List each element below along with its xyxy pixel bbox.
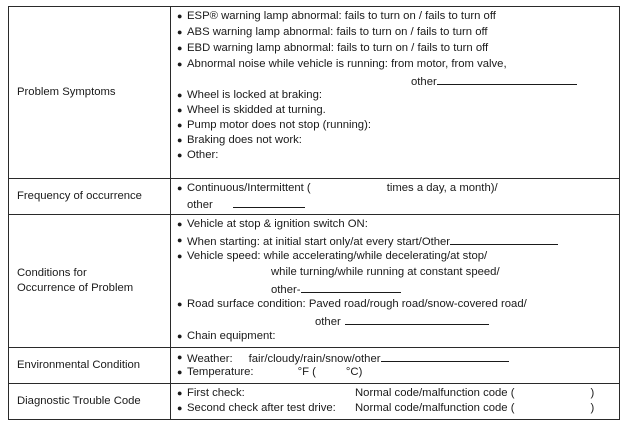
bullet-icon: ● [177,150,183,160]
dtc-row [9,384,620,420]
frequency-label: Frequency of occurrence [9,179,171,215]
list-item: ● When starting: at initial start only/at every start/Other [177,233,615,249]
frequency-line: ● Continuous/Intermittent ( times a day, a month)/ [177,182,498,194]
bullet-icon: ● [177,367,183,377]
list-item: ● EBD warning lamp abnormal: fails to turn on / fails to turn off [177,42,489,54]
frequency-other-blank[interactable] [233,196,305,208]
bullet-icon: ● [177,331,183,341]
bullet-icon: ● [177,135,183,145]
list-item-continuation: other [177,313,615,329]
list-item: ● ABS warning lamp abnormal: fails to turn on / fails to turn off [177,26,488,38]
environment-row [9,348,620,384]
temperature-line: ● Temperature: °F ( °C) [177,366,363,378]
problem-symptoms-row [9,7,620,179]
list-item: ● Road surface condition: Paved road/rough road/snow-covered road/ [177,298,527,310]
bullet-icon: ● [177,105,183,115]
list-item: ● Pump motor does not stop (running): [177,119,371,131]
list-item: ● Braking does not work: [177,134,302,146]
list-item: ● ESP® warning lamp abnormal: fails to turn on / fails to turn off [177,10,496,22]
bullet-icon: ● [177,352,183,362]
speed-other-blank[interactable] [301,281,401,293]
bullet-icon: ● [177,219,183,229]
bullet-icon: ● [177,43,183,53]
conditions-label: Conditions for Occurrence of Problem [9,215,171,348]
bullet-icon: ● [177,388,183,398]
bullet-icon: ● [177,183,183,193]
bullet-icon: ● [177,235,183,245]
list-item-continuation: while turning/while running at constant speed/ [271,266,500,278]
second-check-line: ● Second check after test drive: Normal code/malfunction code ( ) [177,402,595,414]
bullet-icon: ● [177,90,183,100]
first-check-line: ● First check: Normal code/malfunction code ( ) [177,387,595,399]
frequency-body [171,179,620,215]
road-other-blank[interactable] [345,313,489,325]
list-item-continuation: other- [177,281,615,297]
problem-symptoms-list [171,7,620,179]
weather-line: ● Weather: fair/cloudy/rain/snow/other [177,350,615,365]
questionnaire-table [8,6,620,420]
weather-other-blank[interactable] [381,350,509,362]
bullet-icon: ● [177,59,183,69]
bullet-icon: ● [177,251,183,261]
dtc-label: Diagnostic Trouble Code [9,384,171,420]
bullet-icon: ● [177,27,183,37]
bullet-icon: ● [177,403,183,413]
environment-label: Environmental Condition [9,348,171,384]
list-item: ● Vehicle at stop & ignition switch ON: [177,218,368,230]
list-item: ● Wheel is locked at braking: [177,89,323,101]
list-item: ● Vehicle speed: while accelerating/while decelerating/at stop/ [177,250,488,262]
bullet-icon: ● [177,11,183,21]
conditions-list [171,215,620,348]
other-noise-blank[interactable] [437,73,577,85]
bullet-icon: ● [177,299,183,309]
bullet-icon: ● [177,120,183,130]
conditions-row [9,215,620,348]
frequency-row [9,179,620,215]
starting-other-blank[interactable] [450,233,558,245]
list-item: ● Abnormal noise while vehicle is running: from motor, from valve, [177,58,507,70]
problem-symptoms-label: Problem Symptoms [9,7,171,179]
list-item: ● Wheel is skidded at turning. [177,104,326,116]
dtc-body [171,384,620,420]
list-item: ● Chain equipment: [177,330,276,342]
environment-body [171,348,620,384]
list-item: ● Other: [177,149,219,161]
frequency-other-line: other [177,196,615,211]
list-item-continuation: other [177,73,615,88]
